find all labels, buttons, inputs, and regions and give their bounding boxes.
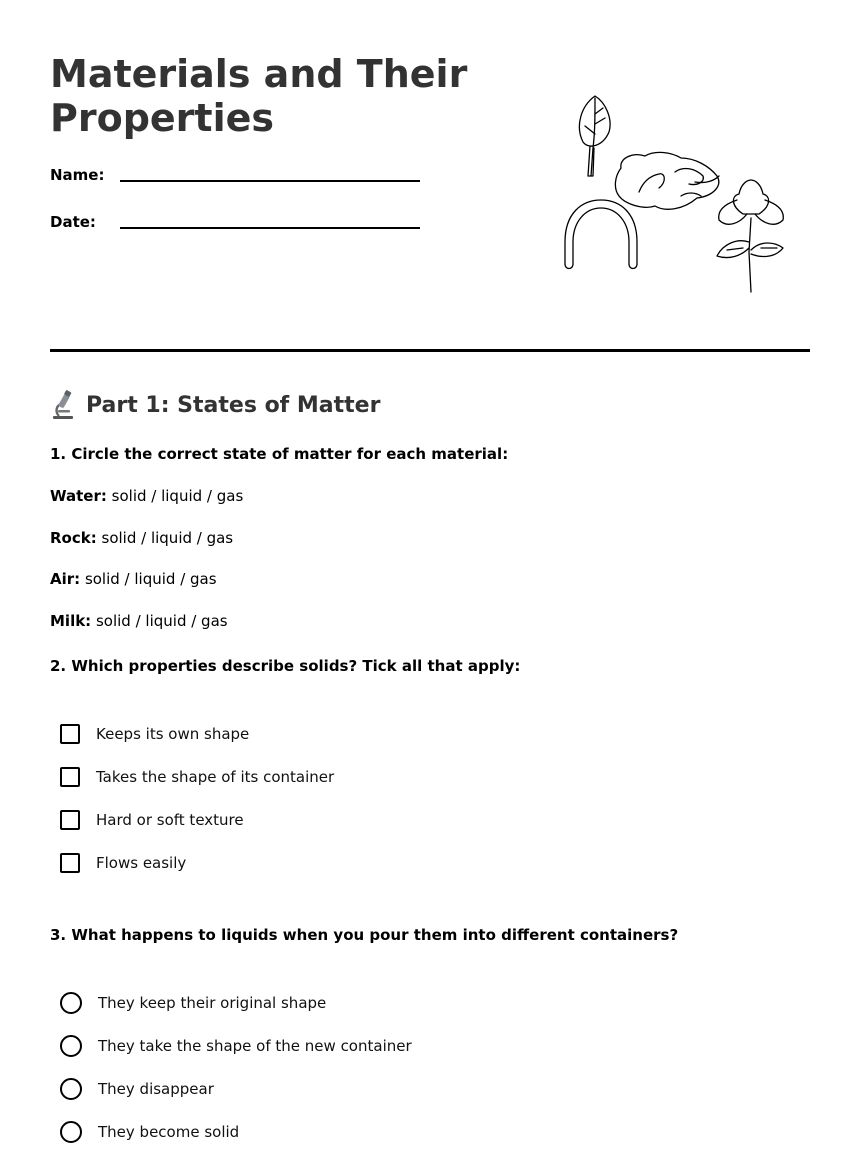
checkbox-label: Hard or soft texture: [96, 811, 244, 829]
microscope-icon: [50, 390, 76, 420]
checkbox[interactable]: [60, 853, 80, 873]
section-title: Part 1: States of Matter: [86, 392, 381, 418]
material-row-rock: [50, 529, 233, 547]
material-name: Milk:: [50, 612, 92, 630]
radio-option[interactable]: [60, 1033, 412, 1059]
checkbox[interactable]: [60, 724, 80, 744]
radio-button[interactable]: [60, 992, 82, 1014]
checkbox-label: Flows easily: [96, 854, 187, 872]
checkbox-label: Takes the shape of its container: [96, 768, 335, 786]
name-field[interactable]: [50, 166, 420, 190]
question-2-prompt: 2. Which properties describe solids? Tick all that apply:: [50, 657, 521, 675]
checkbox-option[interactable]: [60, 807, 244, 833]
checkbox-option[interactable]: [60, 850, 186, 876]
state-choices[interactable]: solid / liquid / gas: [111, 487, 244, 505]
leaf-icon: [579, 96, 610, 176]
flower-icon: [717, 180, 783, 292]
name-line[interactable]: [120, 180, 420, 182]
radio-option[interactable]: [60, 1076, 214, 1102]
checkbox[interactable]: [60, 810, 80, 830]
page-title: [50, 52, 470, 140]
checkbox[interactable]: [60, 767, 80, 787]
material-name: Water:: [50, 487, 107, 505]
material-name: Air:: [50, 570, 81, 588]
name-label: Name:: [50, 166, 105, 184]
materials-illustration: [555, 92, 785, 302]
state-choices[interactable]: solid / liquid / gas: [101, 529, 234, 547]
material-row-water: [50, 487, 243, 505]
checkbox-option[interactable]: [60, 764, 334, 790]
state-choices[interactable]: solid / liquid / gas: [95, 612, 228, 630]
radio-option[interactable]: [60, 990, 326, 1016]
radio-button[interactable]: [60, 1078, 82, 1100]
checkbox-label: Keeps its own shape: [96, 725, 250, 743]
question-1-prompt: 1. Circle the correct state of matter for each material:: [50, 445, 509, 463]
state-choices[interactable]: solid / liquid / gas: [84, 570, 217, 588]
section-divider: [50, 349, 810, 352]
checkbox-option[interactable]: [60, 721, 249, 747]
rock-icon: [615, 152, 719, 209]
part1-heading: [50, 388, 380, 422]
radio-label: They take the shape of the new container: [98, 1037, 412, 1055]
radio-button[interactable]: [60, 1121, 82, 1143]
date-label: Date:: [50, 213, 96, 231]
material-name: Rock:: [50, 529, 97, 547]
magnet-icon: [565, 200, 637, 269]
material-row-milk: [50, 612, 228, 630]
date-line[interactable]: [120, 227, 420, 229]
worksheet-page: [50, 0, 810, 1161]
radio-label: They disappear: [98, 1080, 214, 1098]
title-line-1: Materials and Their: [50, 52, 468, 96]
title-line-2: Properties: [50, 96, 274, 140]
radio-option[interactable]: [60, 1119, 239, 1145]
radio-button[interactable]: [60, 1035, 82, 1057]
material-row-air: [50, 570, 217, 588]
question-3-prompt: 3. What happens to liquids when you pour them into different containers?: [50, 926, 679, 944]
radio-label: They keep their original shape: [98, 994, 327, 1012]
date-field[interactable]: [50, 213, 420, 237]
radio-label: They become solid: [98, 1123, 240, 1141]
